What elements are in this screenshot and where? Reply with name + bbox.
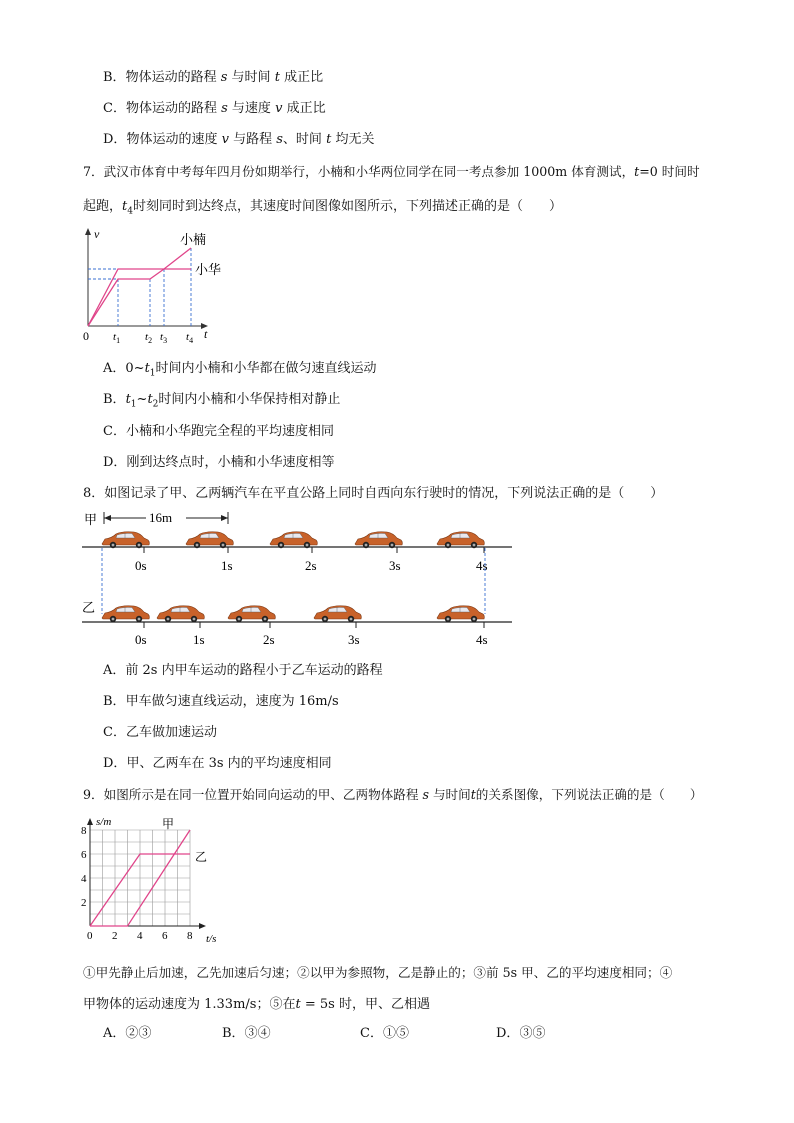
q8-label-jia: 甲 [84,512,98,527]
q9-ytick-label: 8 [81,825,87,837]
q9-x-arrow [199,923,206,929]
q9-xtick-label: 8 [187,930,193,942]
q7-tick-t4: $t_4$ [186,331,194,345]
q9-ylabel: s/m [96,816,112,828]
q8-car-figure [80,506,520,650]
q7-option-c[interactable]: C．小楠和小华跑完全程的平均速度相同 [103,424,334,439]
q6-option-d[interactable]: D．物体运动的速度 v 与路程 s、时间 t 均无关 [103,132,375,147]
q8-option-d[interactable]: D．甲、乙两车在 3s 内的平均速度相同 [103,756,332,771]
q8-yi-time-2: 2s [263,632,275,647]
q8-option-b[interactable]: B．甲车做匀速直线运动，速度为 16m/s [103,694,339,709]
q9-label-jia: 甲 [162,817,175,831]
q9-xtick-label: 4 [137,930,143,942]
q8-stem: 8．如图记录了甲、乙两辆汽车在平直公路上同时自西向东行驶时的情况，下列说法正确的是（ ） [83,486,664,501]
q9-choice-d[interactable]: D．③⑤ [496,1026,546,1041]
q7-origin: 0 [83,329,89,343]
q7-stem-line1: 7．武汉市体育中考每年四月份如期举行，小楠和小华两位同学在同一考点参加 1000m 体育测试，t=0 时间时 [83,164,700,179]
q8-jia-time-4: 4s [476,558,488,573]
q7-tick-t3: $t_3$ [160,331,168,345]
q9-ytick-label: 2 [81,897,87,909]
q7-option-d[interactable]: D．刚到达终点时，小楠和小华速度相等 [103,455,335,470]
q8-yi-time-3: 3s [348,632,360,647]
q8-jia-time-0: 0s [135,558,147,573]
q7-option-a[interactable]: A．$0\sim t_1$时间内小楠和小华都在做匀速直线运动 [103,361,377,379]
q7-label-xiaonan: 小楠 [180,232,207,247]
q9-y-arrow [87,818,93,825]
q8-option-a[interactable]: A．前 2s 内甲车运动的路程小于乙车运动的路程 [103,663,383,678]
q8-yi-time-4: 4s [476,632,488,647]
q9-xtick-label: 2 [112,930,118,942]
q9-ticks [81,825,193,942]
q9-statements-line2: 甲物体的运动速度为 1.33m/s；⑤在t = 5s 时，甲、乙相遇 [83,997,430,1012]
q9-xlabel: t/s [206,933,217,945]
q9-st-graph [78,814,228,950]
q8-distance-label: 16m [149,510,173,525]
q9-ytick-label: 4 [81,873,87,885]
q8-jia-time-1: 1s [221,558,233,573]
q9-label-yi: 乙 [195,850,208,864]
q9-choice-a[interactable]: A．②③ [103,1026,152,1041]
q8-yi-time-1: 1s [193,632,205,647]
q9-ytick-label: 6 [81,849,87,861]
q8-jia-time-2: 2s [305,558,317,573]
q8-option-c[interactable]: C．乙车做加速运动 [103,725,217,740]
q7-option-b[interactable]: B．$t_1\sim t_2$时间内小楠和小华保持相对静止 [103,392,341,410]
q7-label-xiaohua: 小华 [195,262,222,277]
q6-option-c[interactable]: C．物体运动的路程 s 与速度 v 成正比 [103,101,326,116]
q9-xtick-label: 6 [162,930,168,942]
q9-choice-b[interactable]: B．③④ [222,1026,271,1041]
q7-tick-t2: $t_2$ [145,331,153,345]
q8-label-yi: 乙 [82,600,96,615]
q7-xiaonan-line [88,248,191,326]
q9-choice-c[interactable]: C．①⑤ [360,1026,409,1041]
q7-vt-graph [78,226,228,350]
q9-stem: 9．如图所示是在同一位置开始同向运动的甲、乙两物体路程 s 与时间t的关系图像，下列说法正确的是（ ） [83,787,703,802]
q8-yi-time-0: 0s [135,632,147,647]
q8-jia-cars [102,532,484,548]
q9-grid [87,818,206,929]
q8-jia-time-3: 3s [389,558,401,573]
q7-stem-line2: 起跑，$t_4$时刻同时到达终点，其速度时间图像如图所示，下列描述正确的是（ ） [83,199,562,217]
q7-tick-t1: $t_1$ [113,331,121,345]
q8-yi-cars [102,606,484,622]
q7-t-label: t [204,327,208,341]
q9-statements-line1: ①甲先静止后加速，乙先加速后匀速；②以甲为参照物，乙是静止的；③前 5s 甲、乙的平均速度相同；④ [83,965,673,980]
q7-v-label: v [94,227,100,241]
q6-option-b[interactable]: B．物体运动的路程 s 与时间 t 成正比 [103,70,324,85]
q9-xtick-label: 0 [87,930,93,942]
